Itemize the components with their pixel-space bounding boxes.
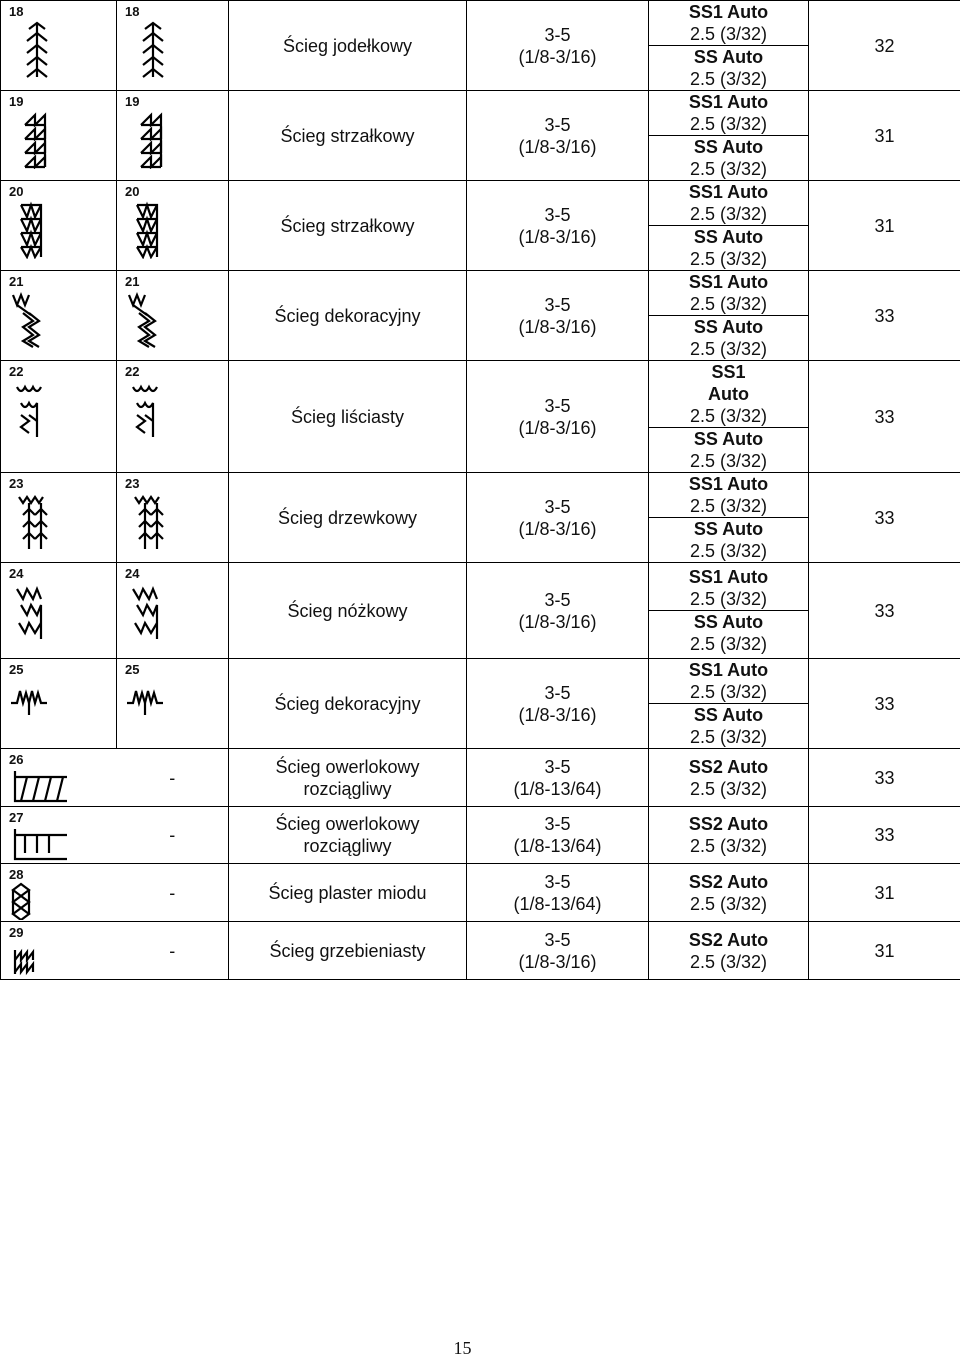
tree-stitch-icon — [7, 493, 67, 551]
decorative-stitch-icon — [123, 677, 183, 719]
presser-foot: 33 — [809, 361, 960, 473]
stitch-name: Ścieg jodełkowy — [229, 1, 467, 91]
table-row — [1, 91, 960, 181]
stitch-name: Ścieg strzałkowy — [229, 91, 467, 181]
arrow-stitch-icon — [7, 201, 67, 259]
tension-cell: SS2 Auto 2.5 (3/32) — [649, 864, 809, 922]
herringbone-stitch-icon — [7, 21, 67, 79]
foot-stitch-icon — [123, 583, 183, 641]
table-row — [1, 1, 960, 91]
arrow-stitch-icon — [123, 111, 183, 169]
stitch-icon-cell: 26 — [1, 749, 117, 807]
stitch-icon-cell: 23 — [117, 473, 229, 563]
leaf-stitch-icon — [123, 381, 183, 439]
comb-stitch-icon — [7, 940, 67, 978]
page-number: 15 — [0, 1338, 925, 1359]
stitch-icon-cell: 29 — [1, 922, 117, 980]
table-row — [1, 271, 960, 361]
overlock-stitch-icon — [7, 767, 67, 805]
stitch-name: Ścieg liściasty — [229, 361, 467, 473]
honeycomb-stitch-icon — [7, 882, 67, 920]
stitch-icon-cell: 18 — [1, 1, 117, 91]
stitch-name: Ścieg plaster miodu — [229, 864, 467, 922]
herringbone-stitch-icon — [123, 21, 183, 79]
stitch-length: 3-5 (1/8-3/16) — [467, 91, 649, 181]
table-row — [1, 922, 960, 980]
stitch-icon-cell: 24 — [117, 563, 229, 659]
tension-cell: SS1 Auto 2.5 (3/32) SS Auto 2.5 (3/32) — [649, 361, 809, 473]
stitch-name: Ścieg owerlokowy rozciągliwy — [229, 749, 467, 807]
tree-stitch-icon — [123, 493, 183, 551]
stitch-name: Ścieg nóżkowy — [229, 563, 467, 659]
table-row — [1, 473, 960, 563]
empty-cell: - — [117, 807, 229, 864]
decorative-stitch-icon — [7, 677, 67, 719]
stitch-icon-cell: 22 — [117, 361, 229, 473]
stitch-length: 3-5 (1/8-3/16) — [467, 181, 649, 271]
stitch-icon-cell: 18 — [117, 1, 229, 91]
foot-stitch-icon — [7, 583, 67, 641]
stitch-icon-cell: 25 — [1, 659, 117, 749]
table-row — [1, 361, 960, 473]
table-row — [1, 659, 960, 749]
stitch-icon-cell: 20 — [1, 181, 117, 271]
tension-cell: SS2 Auto 2.5 (3/32) — [649, 749, 809, 807]
presser-foot: 33 — [809, 749, 960, 807]
presser-foot: 31 — [809, 91, 960, 181]
presser-foot: 33 — [809, 807, 960, 864]
leaf-stitch-icon — [7, 381, 67, 439]
table-row — [1, 563, 960, 659]
stitch-name: Ścieg dekoracyjny — [229, 271, 467, 361]
presser-foot: 32 — [809, 1, 960, 91]
empty-cell: - — [117, 922, 229, 980]
tension-cell: SS1 Auto 2.5 (3/32) SS Auto 2.5 (3/32) — [649, 181, 809, 271]
stitch-icon-cell: 22 — [1, 361, 117, 473]
stitch-length: 3-5 (1/8-3/16) — [467, 361, 649, 473]
table-row — [1, 864, 960, 922]
empty-cell: - — [117, 864, 229, 922]
stitch-length: 3-5 (1/8-3/16) — [467, 271, 649, 361]
arrow-stitch-icon — [7, 111, 67, 169]
stitch-icon-cell: 25 — [117, 659, 229, 749]
stitch-icon-cell: 19 — [117, 91, 229, 181]
tension-cell: SS2 Auto 2.5 (3/32) — [649, 922, 809, 980]
table-row — [1, 807, 960, 864]
tension-cell: SS1 Auto 2.5 (3/32) SS Auto 2.5 (3/32) — [649, 473, 809, 563]
stitch-length: 3-5 (1/8-13/64) — [467, 864, 649, 922]
stitch-name: Ścieg drzewkowy — [229, 473, 467, 563]
stitch-icon-cell: 23 — [1, 473, 117, 563]
tension-cell: SS1 Auto 2.5 (3/32) SS Auto 2.5 (3/32) — [649, 91, 809, 181]
stitch-icon-cell: 21 — [117, 271, 229, 361]
empty-cell: - — [117, 749, 229, 807]
decorative-stitch-icon — [123, 291, 183, 349]
tension-cell: SS2 Auto 2.5 (3/32) — [649, 807, 809, 864]
stitch-length: 3-5 (1/8-3/16) — [467, 659, 649, 749]
stitch-length: 3-5 (1/8-3/16) — [467, 922, 649, 980]
stitch-length: 3-5 (1/8-3/16) — [467, 473, 649, 563]
tension-cell: SS1 Auto 2.5 (3/32) SS Auto 2.5 (3/32) — [649, 563, 809, 659]
decorative-stitch-icon — [7, 291, 67, 349]
stitch-name: Ścieg owerlokowy rozciągliwy — [229, 807, 467, 864]
tension-cell: SS1 Auto 2.5 (3/32) SS Auto 2.5 (3/32) — [649, 659, 809, 749]
stitch-icon-cell: 27 — [1, 807, 117, 864]
tension-cell: SS1 Auto 2.5 (3/32) SS Auto 2.5 (3/32) — [649, 1, 809, 91]
presser-foot: 31 — [809, 181, 960, 271]
tension-cell: SS1 Auto 2.5 (3/32) SS Auto 2.5 (3/32) — [649, 271, 809, 361]
presser-foot: 33 — [809, 563, 960, 659]
presser-foot: 33 — [809, 659, 960, 749]
table-row — [1, 181, 960, 271]
stitch-icon-cell: 20 — [117, 181, 229, 271]
stitch-icon-cell: 24 — [1, 563, 117, 659]
overlock-stitch-icon — [7, 825, 67, 863]
stitch-length: 3-5 (1/8-13/64) — [467, 749, 649, 807]
presser-foot: 31 — [809, 864, 960, 922]
stitch-icon-cell: 19 — [1, 91, 117, 181]
presser-foot: 33 — [809, 271, 960, 361]
stitch-name: Ścieg dekoracyjny — [229, 659, 467, 749]
table-row — [1, 749, 960, 807]
stitch-icon-cell: 28 — [1, 864, 117, 922]
presser-foot: 33 — [809, 473, 960, 563]
stitch-length: 3-5 (1/8-3/16) — [467, 563, 649, 659]
stitch-icon-cell: 21 — [1, 271, 117, 361]
stitch-length: 3-5 (1/8-3/16) — [467, 1, 649, 91]
presser-foot: 31 — [809, 922, 960, 980]
stitch-name: Ścieg grzebieniasty — [229, 922, 467, 980]
stitch-length: 3-5 (1/8-13/64) — [467, 807, 649, 864]
stitch-name: Ścieg strzałkowy — [229, 181, 467, 271]
arrow-stitch-icon — [123, 201, 183, 259]
